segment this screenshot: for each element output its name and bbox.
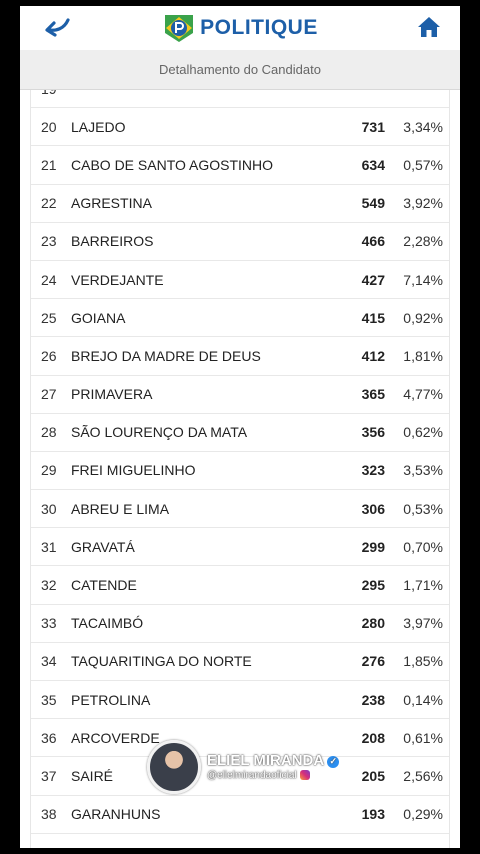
municipality-cell: LAJEDO [71, 118, 126, 135]
municipality-cell: TAQUARITINGA DO NORTE [71, 653, 252, 670]
rank-cell: 27 [41, 386, 57, 403]
votes-cell: 295 [361, 577, 385, 594]
watermark-overlay [147, 739, 339, 795]
table-row[interactable] [31, 376, 449, 414]
results-rows [31, 70, 449, 834]
table-row[interactable] [31, 681, 449, 719]
votes-cell: 549 [361, 195, 385, 212]
votes-cell: 238 [361, 691, 385, 708]
results-list[interactable] [30, 90, 450, 848]
rank-cell: 23 [41, 233, 57, 250]
percent-cell: 0,29% [403, 806, 443, 823]
votes-cell: 365 [361, 386, 385, 403]
municipality-cell: GRAVATÁ [71, 538, 135, 555]
rank-cell: 28 [41, 424, 57, 441]
votes-cell: 208 [361, 729, 385, 746]
rank-cell: 26 [41, 347, 57, 364]
table-row[interactable] [31, 490, 449, 528]
municipality-cell: CATENDE [71, 577, 137, 594]
municipality-cell: FREI MIGUELINHO [71, 462, 196, 479]
brand-name: POLITIQUE [200, 16, 318, 39]
overlay-handle [207, 770, 339, 781]
app-screen [20, 6, 460, 848]
table-row[interactable] [31, 796, 449, 834]
rank-cell: 24 [41, 271, 57, 288]
percent-cell: 7,14% [403, 271, 443, 288]
percent-cell: 3,34% [403, 118, 443, 135]
rank-cell: 38 [41, 806, 57, 823]
municipality-cell: CABO DE SANTO AGOSTINHO [71, 156, 274, 173]
municipality-cell: TACAIMBÓ [71, 615, 144, 632]
rank-cell: 35 [41, 691, 57, 708]
municipality-cell: PRIMAVERA [71, 386, 153, 403]
municipality-cell: VERDEJANTE [71, 271, 164, 288]
back-arrow-icon [44, 17, 70, 37]
percent-cell: 0,70% [403, 538, 443, 555]
table-row[interactable] [31, 452, 449, 490]
brand [162, 11, 318, 45]
percent-cell: 2,28% [403, 233, 443, 250]
votes-cell: 205 [361, 767, 385, 784]
verified-badge-icon: ✓ [327, 756, 339, 768]
table-row[interactable] [31, 566, 449, 604]
municipality-cell: SAIRÉ [71, 767, 114, 784]
percent-cell: 3,53% [403, 462, 443, 479]
rank-cell: 32 [41, 577, 57, 594]
votes-cell: 634 [361, 156, 385, 173]
votes-cell: 193 [361, 806, 385, 823]
table-row[interactable] [31, 605, 449, 643]
table-row[interactable] [31, 261, 449, 299]
rank-cell: 34 [41, 653, 57, 670]
avatar [147, 740, 201, 794]
municipality-cell: GARANHUNS [71, 806, 161, 823]
home-button[interactable] [414, 13, 444, 41]
table-row[interactable] [31, 146, 449, 184]
percent-cell: 4,77% [403, 386, 443, 403]
rank-cell: 21 [41, 156, 57, 173]
votes-cell: 356 [361, 424, 385, 441]
subheader [20, 50, 460, 90]
instagram-icon [300, 770, 310, 780]
rank-cell: 33 [41, 615, 57, 632]
municipality-cell: SÃO LOURENÇO DA MATA [71, 424, 248, 441]
table-row[interactable] [31, 108, 449, 146]
home-icon [417, 16, 441, 38]
overlay-name-label: ELIEL MIRANDA [207, 752, 325, 770]
overlay-text [207, 753, 339, 781]
rank-cell: 25 [41, 309, 57, 326]
municipality-cell: BARREIROS [71, 233, 154, 250]
overlay-name [207, 753, 339, 770]
votes-cell: 427 [361, 271, 385, 288]
percent-cell: 0,92% [403, 309, 443, 326]
votes-cell: 731 [361, 118, 385, 135]
politique-logo-icon [162, 11, 196, 45]
percent-cell: 3,97% [403, 615, 443, 632]
rank-cell: 22 [41, 195, 57, 212]
table-row[interactable] [31, 299, 449, 337]
rank-cell: 29 [41, 462, 57, 479]
percent-cell: 3,92% [403, 195, 443, 212]
votes-cell: 415 [361, 309, 385, 326]
table-row[interactable] [31, 223, 449, 261]
back-button[interactable] [42, 14, 72, 40]
votes-cell: 280 [361, 615, 385, 632]
rank-cell: 30 [41, 500, 57, 517]
rank-cell: 36 [41, 729, 57, 746]
percent-cell: 0,61% [403, 729, 443, 746]
percent-cell: 1,71% [403, 577, 443, 594]
percent-cell: 1,85% [403, 653, 443, 670]
percent-cell: 0,57% [403, 156, 443, 173]
table-row[interactable] [31, 414, 449, 452]
municipality-cell: PETROLINA [71, 691, 151, 708]
municipality-cell: ARCOVERDE [71, 729, 160, 746]
municipality-cell: BREJO DA MADRE DE DEUS [71, 347, 261, 364]
overlay-handle-label: @elielmirandaoficial [207, 769, 297, 781]
votes-cell: 276 [361, 653, 385, 670]
rank-cell: 37 [41, 767, 57, 784]
votes-cell: 306 [361, 500, 385, 517]
votes-cell: 323 [361, 462, 385, 479]
page-title: Detalhamento do Candidato [159, 62, 321, 77]
municipality-cell: AGRESTINA [71, 195, 152, 212]
votes-cell: 412 [361, 347, 385, 364]
percent-cell: 0,53% [403, 500, 443, 517]
table-row[interactable] [31, 528, 449, 566]
rank-cell: 31 [41, 538, 57, 555]
municipality-cell: GOIANA [71, 309, 126, 326]
percent-cell: 2,56% [403, 767, 443, 784]
table-row[interactable] [31, 185, 449, 223]
percent-cell: 1,81% [403, 347, 443, 364]
municipality-cell: ABREU E LIMA [71, 500, 170, 517]
table-row[interactable] [31, 337, 449, 375]
percent-cell: 0,14% [403, 691, 443, 708]
percent-cell: 0,62% [403, 424, 443, 441]
votes-cell: 299 [361, 538, 385, 555]
votes-cell: 466 [361, 233, 385, 250]
rank-cell: 20 [41, 118, 57, 135]
app-header [20, 6, 460, 50]
table-row[interactable] [31, 643, 449, 681]
